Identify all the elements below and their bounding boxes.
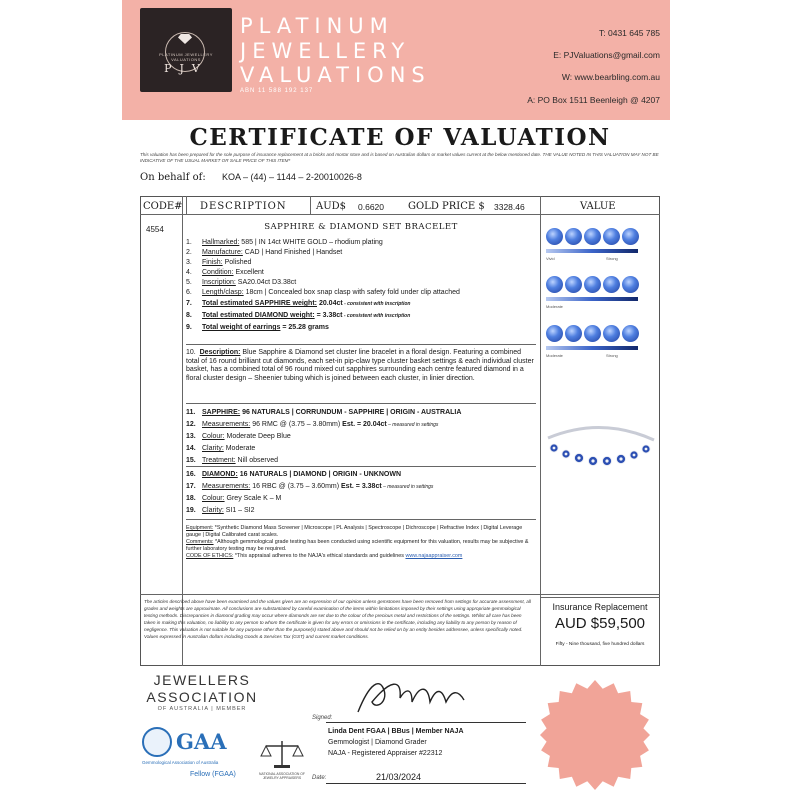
signature — [350, 672, 470, 720]
list-item: 6. Length/clasp: 18cm | Concealed box snap clasp with safety fold under clip attached — [186, 289, 460, 296]
fine-print: The articles described above have been examined and the values given are an expression of our opinion unless gemstones have been removed from settings for accurate assessment, all grades and weights are approximate. All conclusions are substantiated by careful examination of the items within limitations imposed by their settings using appropriate gemmological testing methods. Discrepancies in diamond grading may occur where diamonds are set due to the colour of the precious metal and restrictions of the settings. Whilst all care has been taken in making this valuation, no liability to any person to whom the certificate is given for any errors or omissions in the certificate, including any liability to any person by reason of negligence. This valuation is not suitable for any purpose other than the purpose(s) stated above and should not be relied on by an entity besides addressee, unless specifically noted. Values expressed in Australian dollars including Goods & Services Tax (GST) and current market conditions. — [144, 599, 531, 640]
equipment-notes: Equipment: *Synthetic Diamond Mass Screener | Microscope | PL Analysis | Spectroscope | Dichroscope | Refractive Index | Digital Leverage gauge | Digital Calibrated carat scales. Comments: *Although gemmological grade testing has been conducted using scientific equipment for this valuation, results may be subjective & further laboratory testing may be required. CODE OF ETHICS: *This appraisal adheres to the NAJA's ethical standards and guidelines www.najaappraiser.com — [186, 525, 529, 559]
header-description: DESCRIPTION — [200, 201, 287, 212]
item-title: SAPPHIRE & DIAMOND SET BRACELET — [264, 222, 458, 232]
gaa-fellow: Fellow (FGAA) — [190, 771, 236, 778]
header-gold-label: GOLD PRICE $ — [408, 201, 485, 212]
brand-line-1: PLATINUM — [240, 14, 394, 38]
swatch-label: Moderate — [546, 353, 563, 358]
section-divider — [186, 466, 536, 467]
ja-logo-line-1: JEWELLERS — [153, 672, 251, 688]
sapphire-stone-icon — [603, 276, 620, 293]
colour-chart-1 — [546, 228, 639, 245]
brand-line-2: JEWELLERY — [240, 39, 411, 63]
ja-logo-sub: OF AUSTRALIA | MEMBER — [157, 706, 247, 712]
naja-logo-sub: NATIONAL ASSOCIATION OF JEWELRY APPRAISERS — [259, 772, 305, 780]
list-item: 14. Clarity: Moderate — [186, 445, 256, 452]
ja-logo-line-2: ASSOCIATION — [146, 689, 258, 705]
colour-scale-1 — [546, 249, 638, 253]
section-divider — [186, 344, 536, 345]
colour-scale-2 — [546, 297, 638, 301]
brand-line-3: VALUATIONS — [240, 63, 431, 87]
contact-phone: T: 0431 645 785 — [599, 28, 660, 38]
bracelet-photo — [546, 418, 656, 474]
section-divider — [186, 403, 536, 404]
gaa-sub: Gemmological Association of Australia — [142, 760, 219, 765]
logo-letters: PJV — [164, 62, 208, 75]
insurance-value: AUD $59,500 — [554, 615, 646, 632]
table-header-divider — [140, 214, 660, 215]
description-paragraph: 10. Description: Blue Sapphire & Diamond set cluster line bracelet in a floral design. Featuring a combined total of 16 round brilliant cut diamonds, each set-in pip-claw type cluster basket settings & each individual cluster basket, has a combined total of 96 round mixed cut sapphires surrounding each centre featured diamond in a floral cluster design – Sheenier tubing which is joined between each cluster, in linier direction. — [186, 349, 534, 382]
sapphire-header: 11. SAPPHIRE: 96 NATURALS | CORRUNDUM - SAPPHIRE | ORIGIN - AUSTRALIA — [186, 409, 462, 416]
column-divider — [310, 196, 311, 214]
colour-chart-3 — [546, 325, 639, 342]
sapphire-stone-icon — [546, 325, 563, 342]
abn-number: ABN 11 588 192 137 — [240, 88, 314, 94]
swatch-label: Vivid — [546, 256, 555, 261]
behalf-label: On behalf of: — [140, 172, 206, 183]
insurance-box-top — [540, 597, 660, 598]
sapphire-stone-icon — [565, 228, 582, 245]
list-item: 17. Measurements: 16 RBC @ (3.75 – 3.60mm) Est. = 3.38ct – measured in settings — [186, 483, 434, 490]
sapphire-stone-icon — [546, 276, 563, 293]
column-divider — [540, 196, 541, 666]
fine-print-divider — [140, 594, 660, 595]
signer-registration: NAJA - Registered Appraiser #22312 — [328, 750, 443, 757]
sapphire-stone-icon — [603, 325, 620, 342]
contact-web: W: www.bearbling.com.au — [561, 72, 660, 82]
header-code: CODE# — [143, 201, 183, 212]
swatch-label: Strong — [606, 256, 618, 261]
certificate-title: CERTIFICATE OF VALUATION — [189, 124, 611, 151]
date-value: 21/03/2024 — [376, 772, 422, 782]
list-item: 5. Inscription: SA20.04ct D3.38ct — [186, 279, 297, 286]
sapphire-stone-icon — [584, 228, 601, 245]
list-item: 9. Total weight of earrings = 25.28 grams — [186, 324, 329, 331]
sapphire-stone-icon — [622, 325, 639, 342]
swatch-label: Strong — [606, 353, 618, 358]
signer-name: Linda Dent FGAA | BBus | Member NAJA — [328, 728, 464, 735]
signature-line — [326, 722, 526, 723]
list-item: 15. Treatment: Nill observed — [186, 457, 279, 464]
sapphire-stone-icon — [565, 325, 582, 342]
list-item: 18. Colour: Grey Scale K – M — [186, 495, 282, 502]
insurance-words: Fifty - Nine thousand, five hundred dollars — [555, 642, 645, 647]
column-divider — [182, 196, 183, 666]
sapphire-stone-icon — [622, 228, 639, 245]
contact-address: A: PO Box 1511 Beenleigh @ 4207 — [527, 95, 660, 105]
list-item: 4. Condition: Excellent — [186, 269, 264, 276]
behalf-value: KOA – (44) – 1144 – 2-20010026-8 — [222, 172, 362, 182]
list-item: 3. Finish: Polished — [186, 259, 252, 266]
sapphire-stone-icon — [584, 276, 601, 293]
list-item: 2. Manufacture: CAD | Hand Finished | Handset — [186, 249, 343, 256]
sapphire-stone-icon — [603, 228, 620, 245]
swatch-label: Moderate — [546, 304, 563, 309]
disclaimer-text: This valuation has been prepared for the sole purpose of insurance replacement at a bricks and mortar store and is based on Australian dollars or market values current at the below mentioned date. THE VALUE NOTED IN THIS VALUATION MAY NOT BE INDICATIVE OF THE USUAL MARKET OR SALE PRICE OF THIS ITEM* — [140, 152, 659, 163]
list-item: 1. Hallmarked: 585 | IN 14ct WHITE GOLD – rhodium plating — [186, 239, 383, 246]
list-item: 13. Colour: Moderate Deep Blue — [186, 433, 291, 440]
logo-small-text: PLATINUM JEWELLERY VALUATIONS — [159, 52, 213, 62]
sapphire-stone-icon — [565, 276, 582, 293]
header-value: VALUE — [580, 201, 616, 212]
header-aud-label: AUD$ — [316, 201, 347, 212]
header-aud-value: 0.6620 — [358, 202, 384, 212]
colour-chart-2 — [546, 276, 639, 293]
gaa-emblem-icon — [142, 727, 172, 757]
signed-label: Signed: — [312, 715, 333, 721]
list-item: 12. Measurements: 96 RMC @ (3.75 – 3.80mm) Est. = 20.04ct – measured in settings — [186, 421, 439, 428]
sapphire-stone-icon — [546, 228, 563, 245]
scales-icon — [258, 738, 306, 770]
insurance-label: Insurance Replacement — [552, 602, 648, 612]
column-divider — [186, 196, 187, 214]
list-item: 19. Clarity: SI1 – SI2 — [186, 507, 255, 514]
sapphire-stone-icon — [584, 325, 601, 342]
diamond-header: 16. DIAMOND: 16 NATURALS | DIAMOND | ORIGIN - UNKNOWN — [186, 471, 402, 478]
contact-email: E: PJValuations@gmail.com — [553, 50, 660, 60]
list-item: 8. Total estimated DIAMOND weight: = 3.38ct - consistent with inscription — [186, 312, 411, 319]
item-code: 4554 — [146, 225, 164, 234]
date-line — [326, 783, 526, 784]
section-divider — [186, 519, 536, 520]
header-gold-value: 3328.46 — [494, 202, 525, 212]
naja-link[interactable]: www.najaappraiser.com — [405, 553, 463, 559]
date-label: Date: — [312, 775, 327, 781]
sapphire-stone-icon — [622, 276, 639, 293]
gaa-logo: GAA — [176, 729, 227, 754]
colour-scale-3 — [546, 346, 638, 350]
list-item: 7. Total estimated SAPPHIRE weight: 20.04ct - consistent with inscription — [186, 300, 411, 307]
seal-stamp — [540, 680, 650, 790]
signer-title: Gemmologist | Diamond Grader — [328, 739, 427, 746]
